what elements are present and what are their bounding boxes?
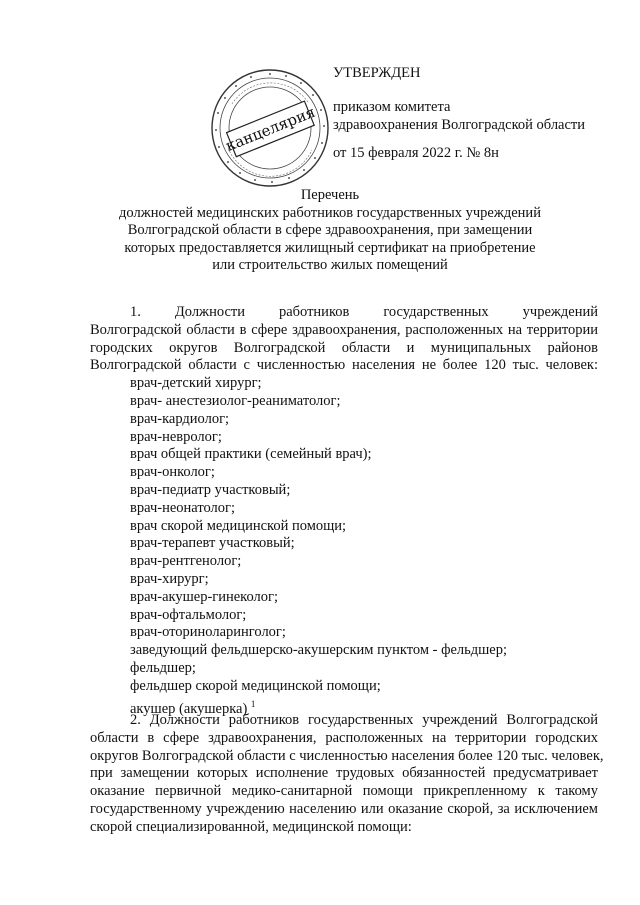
list-item: врач общей практики (семейный врач); <box>130 446 372 463</box>
paragraph-line: при замещении которых исполнение трудовых обязанностей предусматривает <box>90 765 598 782</box>
list-item: фельдшер; <box>130 659 196 676</box>
list-item: врач-хирург; <box>130 570 209 587</box>
paragraph-line: области в сфере здравоохранения, расположенных на территории городских <box>90 729 598 746</box>
list-item: врач- анестезиолог-реаниматолог; <box>130 392 341 409</box>
list-item: врач-офтальмолог; <box>130 606 247 623</box>
list-item-text: акушер (акушерка) <box>130 700 248 717</box>
section-2 <box>90 712 604 837</box>
document-heading <box>80 187 580 275</box>
heading-line: должностей медицинских работников государственных учреждений <box>119 204 541 221</box>
list-item: врач-кардиолог; <box>130 410 230 427</box>
heading-line: или строительство жилых помещений <box>212 257 448 274</box>
paragraph-line: государственному учреждению населению или оказание скорой, за исключением <box>90 800 598 817</box>
position-list <box>90 375 598 718</box>
heading-line: Перечень <box>300 187 360 203</box>
list-item: врач-терапевт участковый; <box>130 535 295 552</box>
approval-line-1: приказом комитета <box>333 99 451 115</box>
list-item: врач-акушер-гинеколог; <box>130 588 279 605</box>
paragraph-line: 1. Должности работников государственных учреждений <box>130 304 598 320</box>
section-1 <box>90 304 598 718</box>
list-item: врач-неонатолог; <box>130 499 236 516</box>
approval-line-2: здравоохранения Волгоградской области <box>333 117 586 133</box>
stamp-text: канцелярия <box>223 102 318 156</box>
list-item: врач-онколог; <box>130 464 215 481</box>
paragraph-line: оказание первичной медико-санитарной помощи прикрепленному к такому <box>90 783 598 800</box>
list-item: врач-невролог; <box>130 428 222 445</box>
footnote-mark: 1 <box>250 698 256 709</box>
list-item: врач-педиатр участковый; <box>130 481 291 498</box>
paragraph-line: Волгоградской области с численностью населения не более 120 тыс. человек: <box>90 357 598 374</box>
paragraph-line: округов Волгоградской области с численностью населения более 120 тыс. человек, <box>90 747 604 764</box>
list-item: врач-оториноларинголог; <box>130 624 286 641</box>
paragraph-line: 2. Должности работников государственных учреждений Волгоградской <box>130 712 598 728</box>
list-item: врач-детский хирург; <box>130 375 262 392</box>
list-item: фельдшер скорой медицинской помощи; <box>130 677 381 694</box>
list-item: заведующий фельдшерско-акушерским пунктом - фельдшер; <box>130 642 508 659</box>
list-item: врач-рентгенолог; <box>130 553 242 570</box>
approval-title: УТВЕРЖДЕН <box>333 65 421 81</box>
approval-line-3: от 15 февраля 2022 г. № 8н <box>333 145 499 161</box>
paragraph-line: Волгоградской области в сфере здравоохранения, расположенных на территории <box>90 321 598 338</box>
paragraph-line: городских округов Волгоградской области и муниципальных районов <box>90 339 598 356</box>
heading-line: Волгоградской области в сфере здравоохранения, при замещении <box>127 222 533 239</box>
list-item: врач скорой медицинской помощи; <box>130 517 347 534</box>
heading-line: которых предоставляется жилищный сертификат на приобретение <box>124 239 536 256</box>
paragraph-line: скорой специализированной, медицинской помощи: <box>90 818 412 835</box>
office-stamp <box>206 64 334 192</box>
